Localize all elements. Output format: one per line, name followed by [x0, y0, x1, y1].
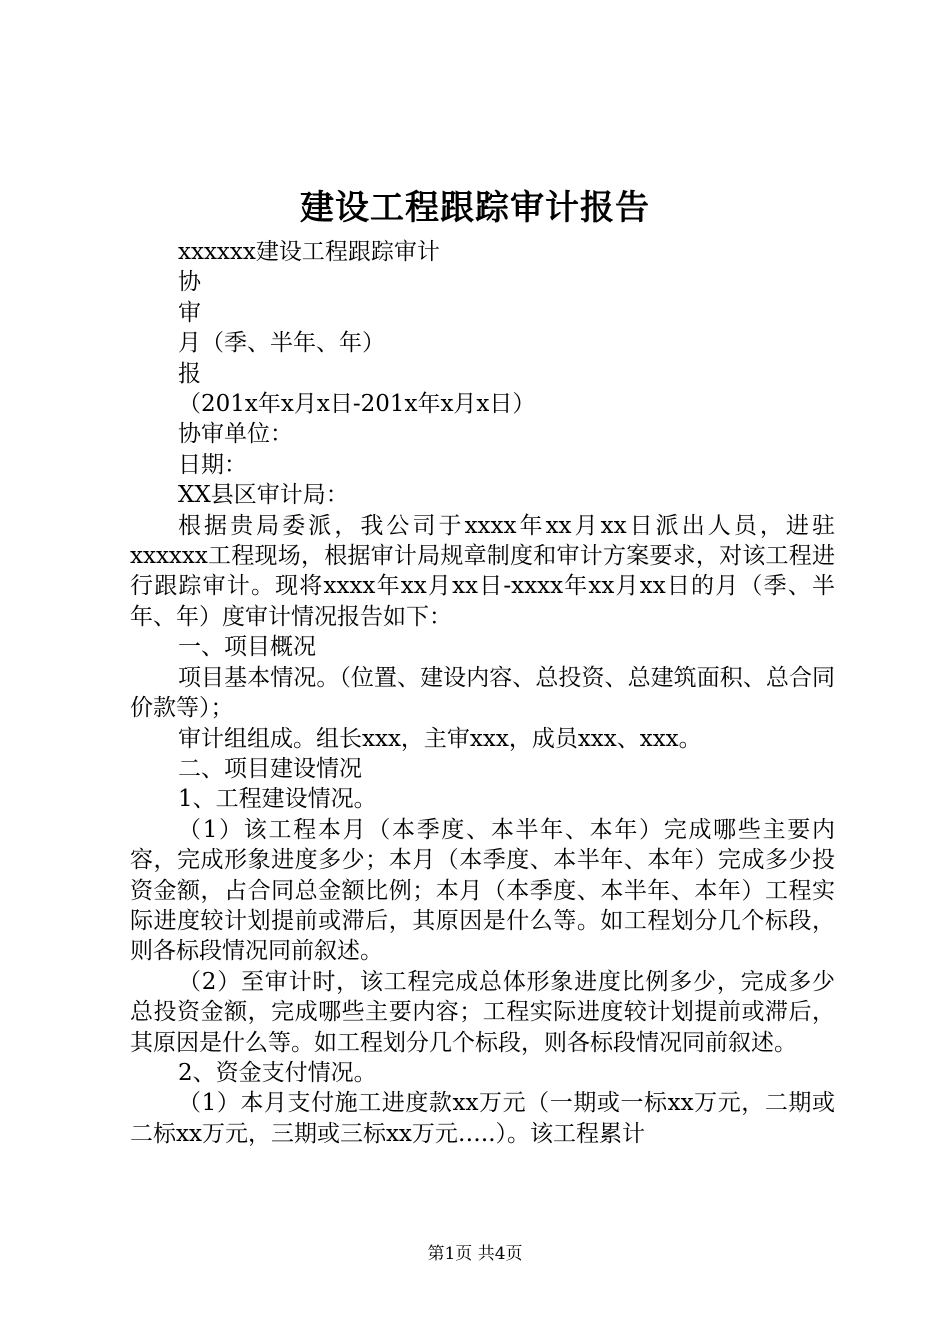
addressee-line: XX县区审计局：: [178, 482, 349, 509]
header-line: 协审单位：: [178, 421, 293, 448]
header-line: 协: [178, 269, 201, 296]
header-line: 审: [178, 299, 201, 326]
document-title: 建设工程跟踪审计报告: [300, 188, 650, 228]
paragraph: （1）本月支付施工进度款xx万元（一期或一标xx万元，二期或二标xx万元，三期或三标xx万元…..）。该工程累计: [130, 1090, 835, 1147]
header-line: 日期：: [178, 451, 247, 478]
subsection-heading: 1、工程建设情况。: [178, 786, 377, 813]
paragraph: 根据贵局委派，我公司于xxxx年xx月xx日派出人员，进驻xxxxxx工程现场，根据审计局规章制度和审计方案要求，对该工程进行跟踪审计。现将xxxx年xx月xx日-xxxx年xx月xx日的月（季、半年、年）度审计情况报告如下：: [130, 512, 835, 630]
section-heading: 一、项目概况: [178, 634, 316, 661]
paragraph: 审计组组成。组长xxx，主审xxx，成员xxx、xxx。: [178, 725, 702, 752]
paragraph: 项目基本情况。（位置、建设内容、总投资、总建筑面积、总合同价款等）；: [130, 664, 835, 722]
subsection-heading: 2、资金支付情况。: [178, 1059, 377, 1086]
header-line: （201x年x月x日-201x年x月x日）: [178, 391, 536, 418]
header-line: 报: [178, 360, 201, 387]
paragraph: （1）该工程本月（本季度、本半年、本年）完成哪些主要内容，完成形象进度多少；本月（本季度、本半年、本年）完成多少投资金额，占合同总金额比例；本月（本季度、本半年、本年）工程实际进度较计划提前或滞后，其原因是什么等。如工程划分几个标段，则各标段情况同前叙述。: [130, 816, 835, 965]
header-line: 月（季、半年、年）: [178, 330, 385, 357]
section-heading: 二、项目建设情况: [178, 755, 362, 782]
paragraph: （2）至审计时，该工程完成总体形象进度比例多少，完成多少总投资金额，完成哪些主要内容；工程实际进度较计划提前或滞后，其原因是什么等。如工程划分几个标段，则各标段情况同前叙述。: [130, 968, 835, 1056]
page-footer: 第1页 共4页: [427, 1244, 523, 1264]
header-line: xxxxxx建设工程跟踪审计: [178, 239, 440, 265]
document-body: [130, 237, 835, 1149]
